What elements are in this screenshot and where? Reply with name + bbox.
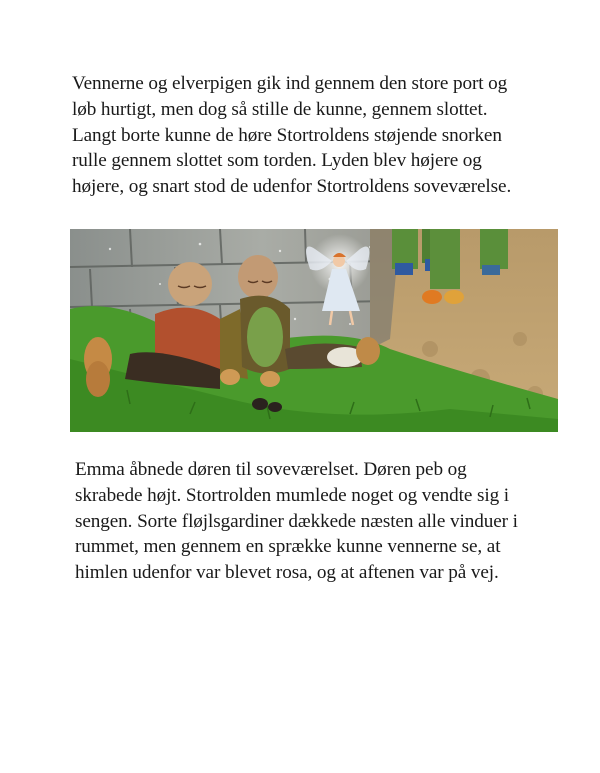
story-paragraph-1 xyxy=(72,71,572,200)
text-line: løb hurtigt, men dog så stille de kunne, gennem slottet. xyxy=(72,98,488,120)
text-line: sengen. Sorte fløjlsgardiner dækkede næsten alle vinduer i xyxy=(75,510,518,532)
text-line: rummet, men gennem en sprække kunne vennerne se, at xyxy=(75,536,501,558)
text-line: Vennerne og elverpigen gik ind gennem den store port og xyxy=(72,73,508,94)
text-line: skrabede højt. Stortrolden mumlede noget og vendte sig i xyxy=(75,484,510,506)
sleeping-trolls-illustration xyxy=(70,229,558,432)
text-line: Langt borte kunne de høre Stortroldens støjende snorken xyxy=(72,124,502,146)
text-line: rulle gennem slottet som torden. Lyden blev højere og xyxy=(72,150,482,172)
story-paragraph-2 xyxy=(75,457,575,586)
text-line: højere, og snart stod de udenfor Stortroldens soveværelse. xyxy=(72,176,512,198)
text-line: Emma åbnede døren til soveværelset. Døren peb og xyxy=(75,459,467,480)
text-line: himlen udenfor var blevet rosa, og at aftenen var på vej. xyxy=(75,562,499,584)
